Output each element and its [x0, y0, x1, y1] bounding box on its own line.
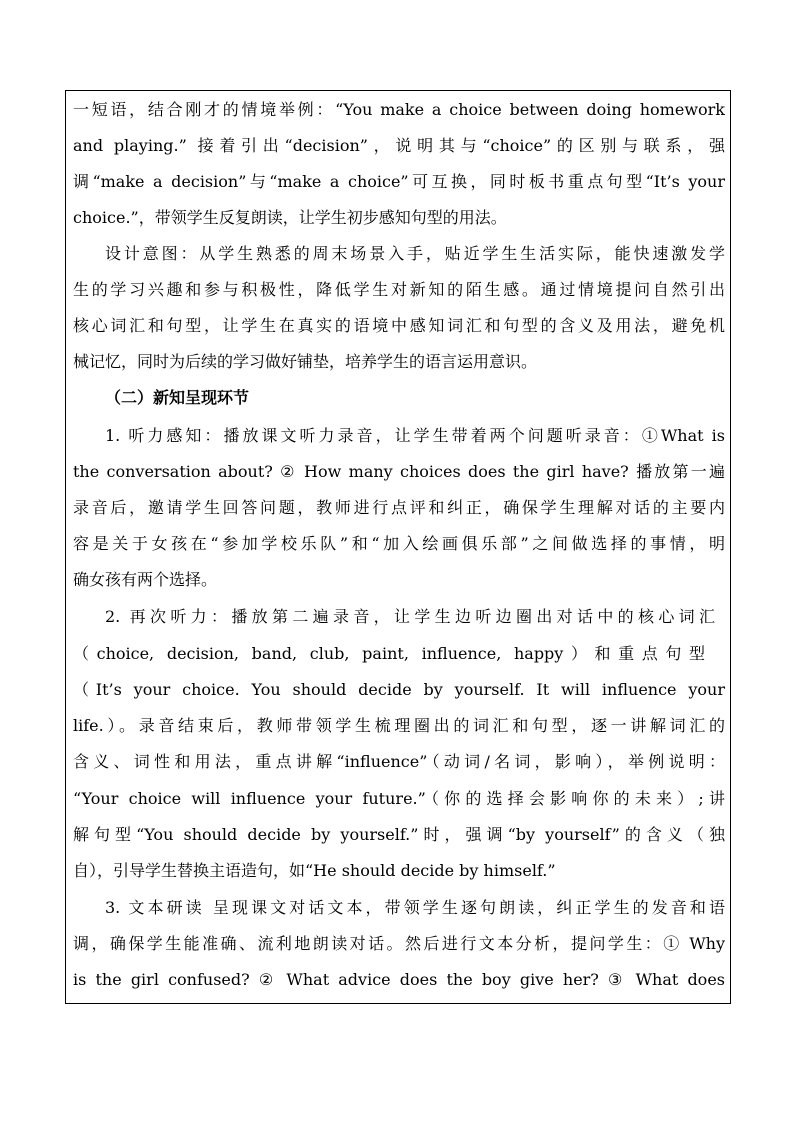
- body-text-line: 械记忆，同时为后续的学习做好铺垫，培养学生的语言运用意识。: [73, 352, 538, 371]
- body-text-line: is the girl confused? ② What advice does the boy give her? ③ What does: [73, 970, 725, 989]
- body-text-line: 录音后，邀请学生回答问题，教师进行点评和纠正，确保学生理解对话的主要内: [73, 498, 725, 517]
- relistening-step-paragraph-start: 2. 再次听力：播放第二遍录音，让学生边听边圈出对话中的核心词汇: [105, 607, 715, 626]
- design-intent-paragraph-start: 设计意图：从学生熟悉的周末场景入手，贴近学生生活实际，能快速激发学: [105, 244, 725, 263]
- body-text-line: “Your choice will influence your future.”（你的选择会影响你的未来）;讲: [73, 789, 725, 808]
- body-text-line: 调“make a decision”与“make a choice”可互换，同时板书重点句型“It’s your: [73, 172, 725, 191]
- body-text-line: 调，确保学生能准确、流利地朗读对话。然后进行文本分析，提问学生：① Why: [73, 934, 725, 953]
- body-text-line: 一短语，结合刚才的情境举例：“You make a choice between doing homework: [73, 100, 725, 119]
- body-text-line: 核心词汇和句型，让学生在真实的语境中感知词汇和句型的含义及用法，避免机: [73, 316, 725, 335]
- text-study-paragraph-start: 3. 文本研读 呈现课文对话文本，带领学生逐句朗读，纠正学生的发音和语: [105, 898, 725, 917]
- body-text-line: life.）。录音结束后，教师带领学生梳理圈出的词汇和句型，逐一讲解词汇的: [73, 716, 725, 735]
- body-text-line: （It’s your choice. You should decide by yourself. It will influence your: [73, 680, 725, 699]
- body-text-line: 含义、词性和用法，重点讲解“influence”（动词/名词，影响），举例说明：: [73, 752, 725, 771]
- listening-step-paragraph-start: 1. 听力感知：播放课文听力录音，让学生带着两个问题听录音：①What is: [105, 426, 725, 445]
- section-heading: （二）新知呈现环节: [105, 388, 250, 407]
- body-text-line: 容是关于女孩在“参加学校乐队”和“加入绘画俱乐部”之间做选择的事情，明: [73, 534, 725, 553]
- body-text-line: 生的学习兴趣和参与积极性，降低学生对新知的陌生感。通过情境提问自然引出: [73, 280, 725, 299]
- body-text-line: and playing.” 接着引出“decision”，说明其与“choice”的区别与联系，强: [73, 136, 725, 155]
- body-text-line: 确女孩有两个选择。: [73, 570, 218, 589]
- body-text-line: choice.”，带领学生反复朗读，让学生初步感知句型的用法。: [73, 208, 507, 227]
- body-text-line: 解句型“You should decide by yourself.”时，强调“by yourself”的含义（独: [73, 825, 725, 844]
- body-text-line: the conversation about? ② How many choices does the girl have? 播放第一遍: [73, 462, 725, 481]
- body-text-line: （choice, decision, band, club, paint, influence, happy）和重点句型: [73, 644, 705, 663]
- body-text-line: 自），引导学生替换主语造句，如“He should decide by himself.”: [73, 861, 556, 880]
